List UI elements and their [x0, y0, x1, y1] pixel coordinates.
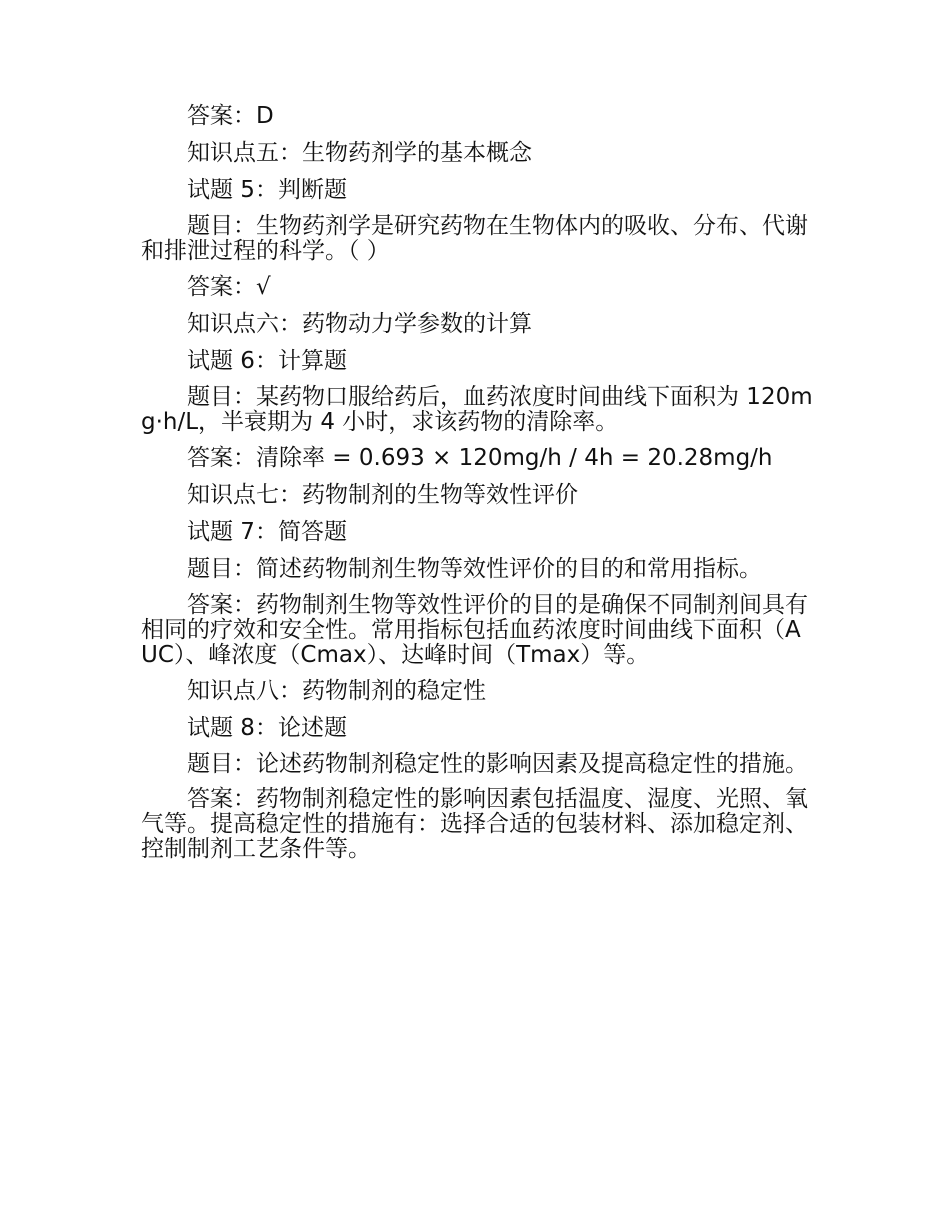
knowledge-point-heading: 知识点七：药物制剂的生物等效性评价: [187, 482, 578, 508]
question-stem: 题目：论述药物制剂稳定性的影响因素及提高稳定性的措施。: [187, 751, 808, 777]
question-stem: 题目：某药物口服给药后，血药浓度时间曲线下面积为 120mg·h/L，半衰期为 4 小时，求该药物的清除率。: [141, 384, 813, 435]
question-type-line: 试题 7：简答题: [187, 519, 347, 545]
answer-line: 答案：清除率 = 0.693 × 120mg/h / 4h = 20.28mg/h: [187, 445, 773, 471]
answer-line: 答案：D: [187, 103, 274, 129]
question-stem: 题目：简述药物制剂生物等效性评价的目的和常用指标。: [187, 556, 762, 582]
question-type-line: 试题 6：计算题: [187, 348, 347, 374]
knowledge-point-heading: 知识点五：生物药剂学的基本概念: [187, 140, 532, 166]
question-type-line: 试题 8：论述题: [187, 715, 347, 741]
knowledge-point-heading: 知识点八：药物制剂的稳定性: [187, 678, 486, 704]
document-body: [141, 103, 813, 872]
answer-line: 答案：√: [187, 274, 271, 300]
question-stem: 题目：生物药剂学是研究药物在生物体内的吸收、分布、代谢和排泄过程的科学。（ ）: [141, 213, 808, 264]
question-type-line: 试题 5：判断题: [187, 177, 347, 203]
knowledge-point-heading: 知识点六：药物动力学参数的计算: [187, 311, 532, 337]
answer-paragraph: 答案：药物制剂稳定性的影响因素包括温度、湿度、光照、氧气等。提高稳定性的措施有：选择合适的包装材料、添加稳定剂、控制制剂工艺条件等。: [141, 786, 808, 862]
answer-paragraph: 答案：药物制剂生物等效性评价的目的是确保不同制剂间具有相同的疗效和安全性。常用指标包括血药浓度时间曲线下面积（AUC）、峰浓度（Cmax）、达峰时间（Tmax）等。: [141, 592, 808, 668]
